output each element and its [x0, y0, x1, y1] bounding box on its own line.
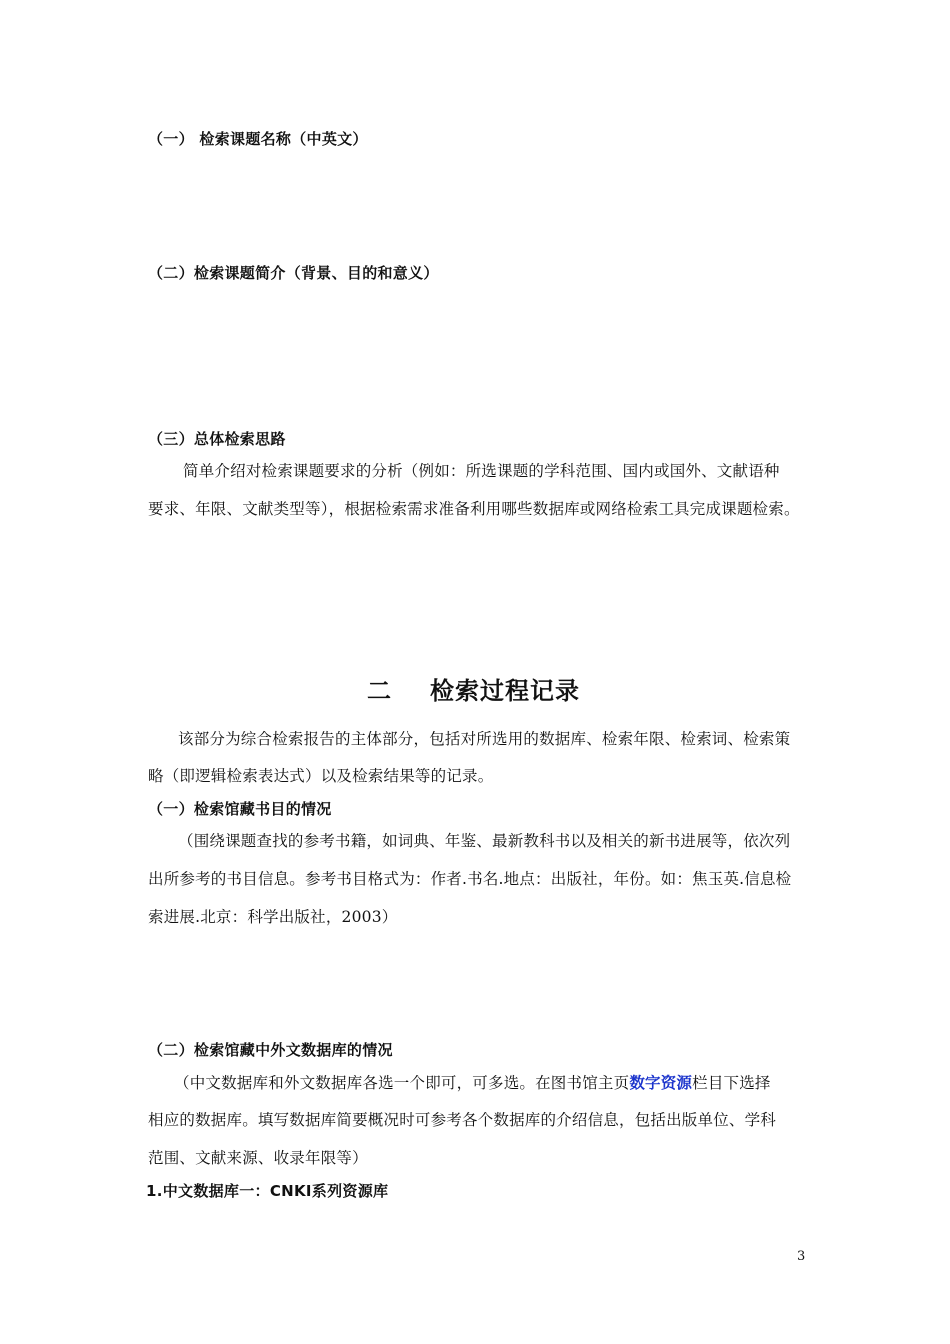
section-heading-search-strategy: （三）总体检索思路 [148, 430, 286, 448]
database-heading-cnki: 1.中文数据库一：CNKI系列资源库 [146, 1182, 389, 1200]
paragraph-line: （围绕课题查找的参考书籍，如词典、年鉴、最新教科书以及相关的新书进展等，依次列 [178, 832, 791, 850]
paragraph-line: 该部分为综合检索报告的主体部分，包括对所选用的数据库、检索年限、检索词、检索策 [178, 730, 791, 748]
paragraph-line [174, 1071, 771, 1093]
section-heading-topic-intro: （二）检索课题简介（背景、目的和意义） [148, 264, 439, 282]
paragraph-line: 出所参考的书目信息。参考书目格式为：作者.书名.地点：出版社，年份。如：焦玉英.信息检 [148, 870, 792, 888]
chapter-number: 二 [367, 677, 392, 705]
paragraph-line: 范围、文献来源、收录年限等） [148, 1149, 368, 1167]
paragraph-line: 索进展.北京：科学出版社，2003） [148, 908, 398, 926]
paragraph-line: 相应的数据库。填写数据库简要概况时可参考各个数据库的介绍信息，包括出版单位、学科 [148, 1111, 777, 1129]
paragraph-text: （中文数据库和外文数据库各选一个即可，可多选。在图书馆主页 [174, 1074, 630, 1092]
chapter-title: 检索过程记录 [430, 677, 580, 705]
paragraph-line: 要求、年限、文献类型等），根据检索需求准备利用哪些数据库或网络检索工具完成课题检索。 [148, 500, 800, 518]
section-heading-topic-name: （一） 检索课题名称（中英文） [148, 130, 368, 148]
paragraph-text: 栏目下选择 [692, 1074, 771, 1092]
paragraph-line: 略（即逻辑检索表达式）以及检索结果等的记录。 [148, 767, 494, 785]
digital-resources-link[interactable]: 数字资源 [629, 1074, 693, 1092]
paragraph-line: 简单介绍对检索课题要求的分析（例如：所选课题的学科范围、国内或国外、文献语种 [183, 462, 780, 480]
subsection-heading-catalog: （一）检索馆藏书目的情况 [148, 800, 332, 818]
page-number: 3 [797, 1249, 806, 1264]
subsection-heading-databases: （二）检索馆藏中外文数据库的情况 [148, 1041, 393, 1059]
